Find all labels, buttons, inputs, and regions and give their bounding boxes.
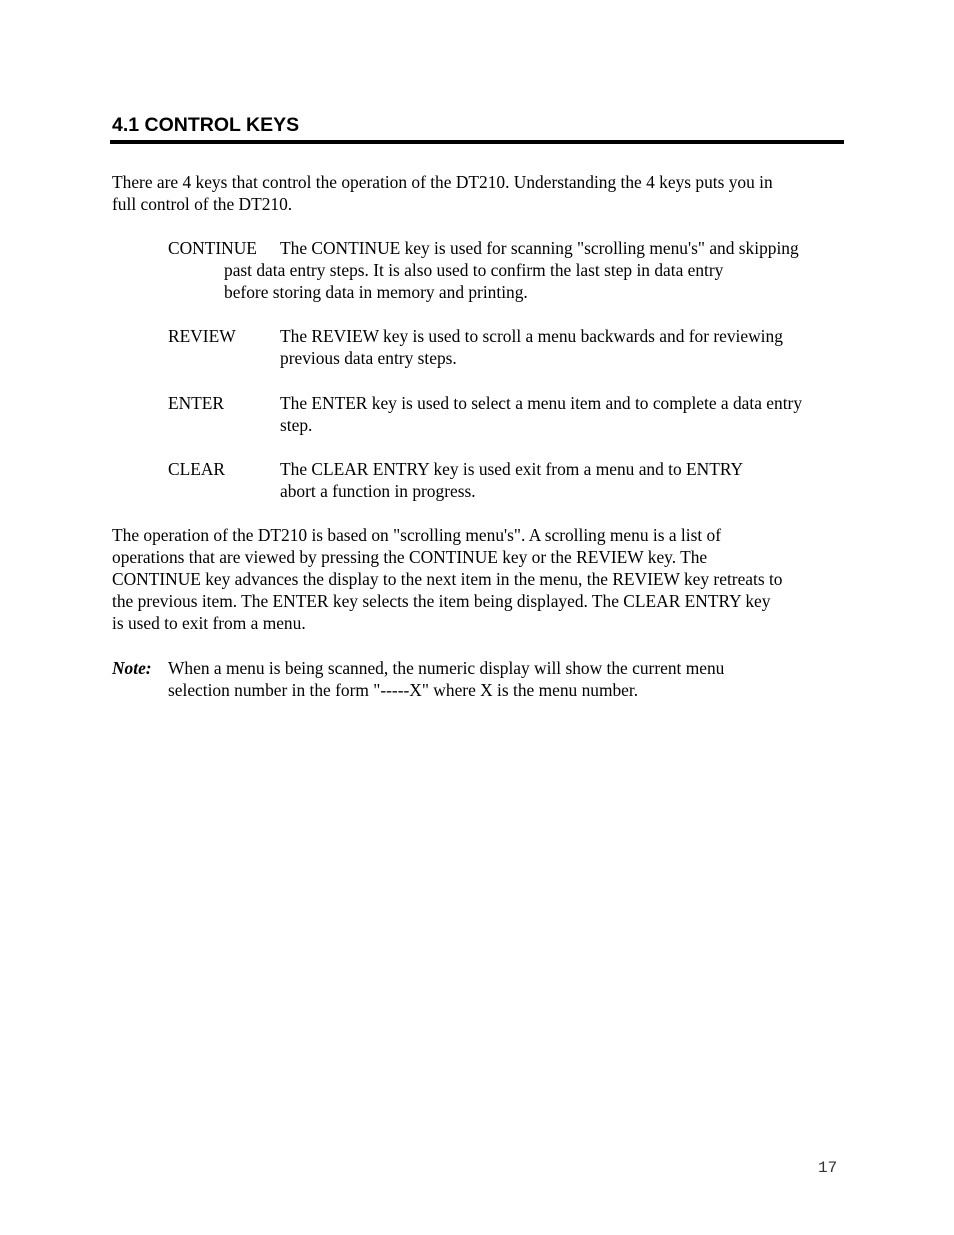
note-line: selection number in the form "-----X" where X is the menu number.	[168, 680, 639, 700]
note-label: Note:	[112, 658, 152, 678]
operation-line: the previous item. The ENTER key selects the item being displayed. The CLEAR ENTRY key	[112, 591, 771, 611]
key-term-enter: ENTER	[168, 393, 225, 413]
key-desc-line: abort a function in progress.	[280, 481, 476, 501]
key-desc-review	[280, 325, 850, 369]
operation-paragraph	[112, 524, 847, 634]
intro-line: full control of the DT210.	[112, 194, 293, 214]
page-number: 17	[818, 1159, 838, 1177]
key-desc-line: past data entry steps. It is also used to confirm the last step in data entry	[224, 260, 724, 280]
operation-line: CONTINUE key advances the display to the next item in the menu, the REVIEW key retreats to	[112, 569, 783, 589]
key-desc-line: before storing data in memory and printing.	[224, 282, 528, 302]
key-entry-continue	[168, 237, 858, 303]
key-desc-line: previous data entry steps.	[280, 348, 457, 368]
note-line: When a menu is being scanned, the numeric display will show the current menu	[168, 658, 725, 678]
key-desc-enter	[280, 392, 850, 436]
intro-line: There are 4 keys that control the operation of the DT210. Understanding the 4 keys puts you in	[112, 172, 773, 192]
operation-line: is used to exit from a menu.	[112, 613, 306, 633]
key-term-review: REVIEW	[168, 326, 236, 346]
key-desc-clear	[280, 458, 850, 502]
intro-paragraph	[112, 171, 847, 215]
operation-line: operations that are viewed by pressing the CONTINUE key or the REVIEW key. The	[112, 547, 708, 567]
key-desc-line: The ENTER key is used to select a menu item and to complete a data entry	[280, 393, 803, 413]
section-heading: 4.1 CONTROL KEYS	[112, 114, 300, 136]
key-desc-line: step.	[280, 415, 313, 435]
key-term-clear: CLEAR	[168, 459, 226, 479]
operation-line: The operation of the DT210 is based on "scrolling menu's". A scrolling menu is a list of	[112, 525, 722, 545]
key-desc-line: The CLEAR ENTRY key is used exit from a menu and to ENTRY	[280, 459, 744, 479]
heading-rule	[110, 140, 844, 144]
key-term-continue: CONTINUE	[168, 238, 257, 258]
key-desc-line: The REVIEW key is used to scroll a menu backwards and for reviewing	[280, 326, 783, 346]
note-text	[168, 657, 848, 701]
key-desc-line: The CONTINUE key is used for scanning "scrolling menu's" and skipping	[280, 238, 799, 258]
